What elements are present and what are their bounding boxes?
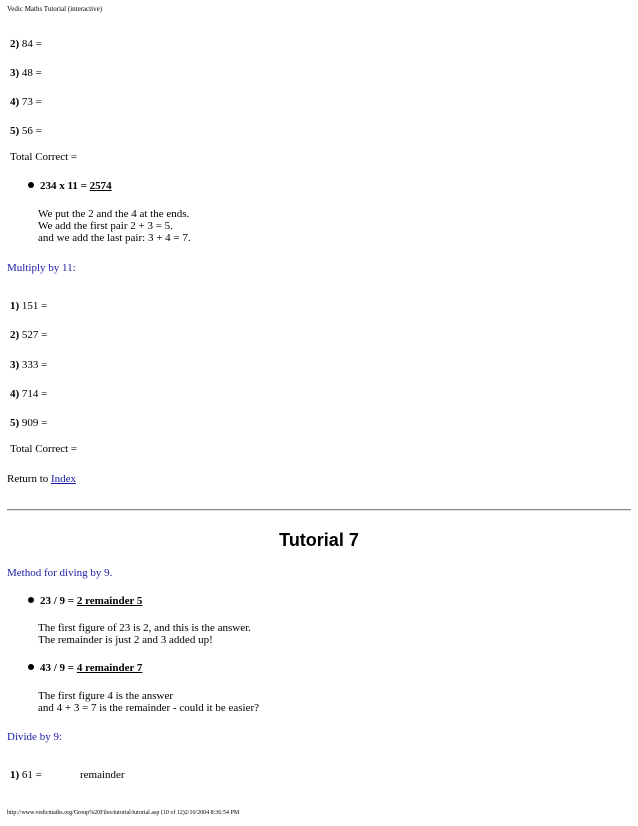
example-explanation [38,208,191,244]
question-row [10,388,47,400]
example-question: 234 x 11 = [40,180,87,192]
question-expression: 56 = [21,125,42,137]
question-number: 1) [10,769,20,781]
question-expression: 61 = [21,769,42,781]
question-number: 3) [10,359,20,371]
total-correct-label: Total Correct = [10,443,78,455]
question-number: 3) [10,67,20,79]
explanation-line: We add the first pair 2 + 3 = 5. [38,220,173,232]
question-number: 5) [10,125,20,137]
return-line [7,473,76,485]
question-row [10,67,42,79]
question-row [10,359,47,371]
example-explanation [38,622,251,646]
page-header: Vedic Maths Tutorial (interactive) [7,5,103,13]
question-number: 2) [10,329,20,341]
explanation-line: The first figure 4 is the answer [38,690,174,702]
question-number: 4) [10,96,20,108]
page-title: Tutorial 7 [279,530,359,550]
example-answer: 4 remainder 7 [76,662,143,674]
example-bullet [28,180,112,192]
section-heading: Multiply by 11: [7,262,76,274]
question-row [10,769,42,781]
question-expression: 84 = [21,38,42,50]
explanation-line: We put the 2 and the 4 at the ends. [38,208,190,220]
explanation-line: The remainder is just 2 and 3 added up! [38,634,213,646]
question-expression: 73 = [21,96,42,108]
question-expression: 909 = [21,417,48,429]
return-text: Return to [7,473,49,485]
question-number: 1) [10,300,20,312]
bullet-icon [28,664,34,670]
example-bullet [28,595,142,607]
example-explanation [38,690,259,714]
example-bullet [28,662,142,674]
question-number: 4) [10,388,20,400]
index-link[interactable]: Index [51,473,77,485]
page-footer-url: http://www.vedicmaths.org/Group%20Files/tutorial/tutorial.asp (10 of 12)2/10/2004 8:36:54 PM [7,810,240,816]
question-expression: 333 = [21,359,48,371]
question-row [10,38,42,50]
question-row [10,125,42,137]
question-row [10,300,47,312]
section-heading: Divide by 9: [7,731,62,743]
question-number: 5) [10,417,20,429]
explanation-line: and 4 + 3 = 7 is the remainder - could it be easier? [38,702,260,714]
example-answer: 2574 [89,180,112,192]
bullet-icon [28,597,34,603]
example-answer: 2 remainder 5 [76,595,143,607]
question-row [10,417,47,429]
question-expression: 48 = [21,67,42,79]
question-number: 2) [10,38,20,50]
question-row [10,329,47,341]
total-correct-label: Total Correct = [10,151,78,163]
example-question: 43 / 9 = [40,662,75,674]
remainder-label: remainder [80,769,125,781]
example-question: 23 / 9 = [40,595,75,607]
section-heading: Method for diving by 9. [7,567,113,579]
explanation-line: The first figure of 23 is 2, and this is the answer. [38,622,251,634]
question-expression: 527 = [21,329,48,341]
horizontal-divider [7,509,631,511]
explanation-line: and we add the last pair: 3 + 4 = 7. [38,232,191,244]
question-expression: 714 = [21,388,48,400]
bullet-icon [28,182,34,188]
question-expression: 151 = [21,300,48,312]
question-row [10,96,42,108]
